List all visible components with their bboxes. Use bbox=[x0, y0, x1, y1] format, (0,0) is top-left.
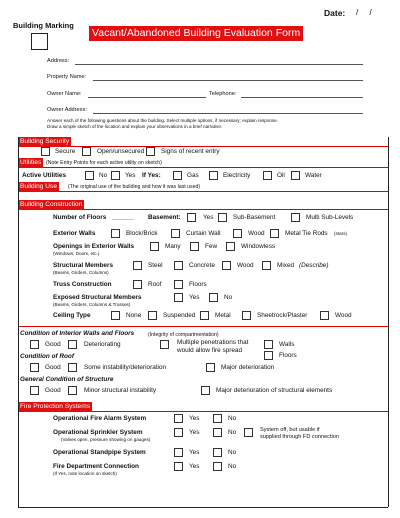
fdc-no-label: No bbox=[228, 463, 237, 470]
electricity-label: Electricity bbox=[223, 172, 251, 179]
gas-label: Gas bbox=[187, 172, 199, 179]
concrete-label: Concrete bbox=[189, 262, 215, 269]
section-title: Utilities bbox=[20, 159, 42, 166]
sub-basement-checkbox[interactable] bbox=[218, 213, 227, 222]
roof-good-label: Good bbox=[45, 364, 61, 371]
address-label: Address: bbox=[47, 58, 70, 64]
ceiling-none-label: None bbox=[126, 312, 142, 319]
signs-entry-label: Signs of recent entry bbox=[161, 148, 220, 155]
general-good-label: Good bbox=[45, 387, 61, 394]
openings-label: Openings in Exterior Walls bbox=[53, 243, 135, 250]
building-marking-label: Building Marking bbox=[13, 21, 74, 30]
open-unsecured-checkbox[interactable] bbox=[82, 147, 91, 156]
basement-yes-label: Yes bbox=[203, 214, 214, 221]
walls-floors-heading: Condition of Interior Walls and Floors bbox=[20, 330, 135, 337]
walls-good-label: Good bbox=[45, 341, 61, 348]
pen-floors-label: Floors bbox=[279, 352, 297, 359]
concrete-checkbox[interactable] bbox=[174, 261, 183, 270]
roof-major-label: Major deterioration bbox=[221, 364, 275, 371]
deteriorating-label: Deteriorating bbox=[84, 341, 121, 348]
roof-good-checkbox[interactable] bbox=[30, 363, 39, 372]
form-bottom-border bbox=[18, 507, 388, 508]
suspended-checkbox[interactable] bbox=[148, 311, 157, 320]
fdc-label: Fire Department Connection bbox=[53, 463, 139, 470]
major-structural-label: Major deterioration of structural elements bbox=[216, 387, 333, 394]
sub-basement-label: Sub-Basement bbox=[233, 214, 276, 221]
if-yes-label: If Yes: bbox=[142, 172, 161, 179]
instructions-line2: Draw a simple sketch of the location and explain your observations in a brief narrative. bbox=[47, 124, 223, 129]
utilities-no-label: No bbox=[99, 172, 108, 179]
steel-checkbox[interactable] bbox=[133, 261, 142, 270]
standpipe-no-checkbox[interactable] bbox=[213, 448, 222, 457]
building-marking-box[interactable] bbox=[31, 33, 48, 50]
sheetrock-checkbox[interactable] bbox=[242, 311, 251, 320]
fire-alarm-yes-checkbox[interactable] bbox=[174, 414, 183, 423]
truss-roof-label: Roof bbox=[148, 281, 162, 288]
pen-floors-checkbox[interactable] bbox=[264, 351, 273, 360]
sheetrock-label: Sheetrock/Plaster bbox=[257, 312, 308, 319]
active-utilities-label: Active Utilities bbox=[22, 172, 67, 179]
water-label: Water bbox=[305, 172, 322, 179]
truss-label: Truss Construction bbox=[53, 281, 112, 288]
utilities-no-checkbox[interactable] bbox=[85, 171, 94, 180]
deteriorating-checkbox[interactable] bbox=[68, 340, 77, 349]
exposed-sub: (Beams, Girders, Columns & Trusses) bbox=[53, 302, 131, 307]
mixed-label: Mixed bbox=[277, 262, 295, 269]
metal-tie-rods-checkbox[interactable] bbox=[270, 229, 279, 238]
water-checkbox[interactable] bbox=[291, 171, 300, 180]
openings-few-checkbox[interactable] bbox=[190, 242, 199, 251]
condition-separator bbox=[18, 326, 388, 327]
ceiling-wood-checkbox[interactable] bbox=[320, 311, 329, 320]
truss-floors-label: Floors bbox=[189, 281, 207, 288]
date-value[interactable]: / / bbox=[356, 8, 372, 17]
sprinkler-yes-checkbox[interactable] bbox=[174, 428, 183, 437]
secure-label: Secure bbox=[55, 148, 76, 155]
fdc-sub: (If Yes, note location on sketch) bbox=[53, 471, 117, 476]
roof-heading: Condition of Roof bbox=[20, 353, 74, 360]
address-field[interactable] bbox=[75, 64, 363, 65]
telephone-label: Telephone: bbox=[209, 91, 237, 97]
openings-few-label: Few bbox=[205, 243, 218, 250]
mixed-checkbox[interactable] bbox=[262, 261, 271, 270]
section-fire-protection bbox=[18, 402, 388, 412]
property-name-label: Property Name: bbox=[47, 74, 87, 80]
section-title: Building Security bbox=[20, 138, 70, 145]
ceiling-metal-label: Metal bbox=[215, 312, 231, 319]
roof-major-checkbox[interactable] bbox=[206, 363, 215, 372]
open-unsecured-label: Open/unsecured bbox=[97, 148, 145, 155]
owner-address-label: Owner Address: bbox=[47, 107, 87, 113]
section-building-construction bbox=[18, 200, 388, 210]
exposed-label: Exposed Structural Members bbox=[53, 294, 142, 301]
multiple-penetrations-checkbox[interactable] bbox=[160, 340, 169, 349]
section-utilities bbox=[18, 158, 388, 168]
sprinkler-sub: (Valves open, pressure showing on gauges) bbox=[61, 437, 151, 442]
section-title: Building Construction bbox=[20, 201, 83, 208]
date-label: Date: bbox=[324, 8, 346, 18]
fire-alarm-no-label: No bbox=[228, 415, 237, 422]
suspended-label: Suspended bbox=[163, 312, 196, 319]
structural-sub: (Beams, Girders, Columns) bbox=[53, 270, 109, 275]
signs-entry-checkbox[interactable] bbox=[146, 147, 155, 156]
minor-instability-label: Minor structural instability bbox=[84, 387, 157, 394]
instructions-line1: Answer each of the following questions about the building. Select multiple options, if necessary; explain response. bbox=[47, 118, 279, 123]
openings-many-checkbox[interactable] bbox=[150, 242, 159, 251]
fire-alarm-no-checkbox[interactable] bbox=[213, 414, 222, 423]
stars-note: (stars) bbox=[334, 231, 348, 236]
pen-walls-checkbox[interactable] bbox=[264, 340, 273, 349]
floors-label: Number of Floors bbox=[53, 214, 107, 221]
fire-alarm-yes-label: Yes bbox=[189, 415, 200, 422]
owner-address-field[interactable] bbox=[93, 113, 363, 114]
telephone-field[interactable] bbox=[241, 97, 363, 98]
section-title: Fire Protection Systems bbox=[20, 403, 90, 410]
struct-wood-checkbox[interactable] bbox=[222, 261, 231, 270]
utilities-note: (Note Entry Points for each active utility on sketch) bbox=[46, 160, 162, 166]
windowless-checkbox[interactable] bbox=[226, 242, 235, 251]
fdc-yes-checkbox[interactable] bbox=[174, 462, 183, 471]
exposed-no-checkbox[interactable] bbox=[209, 293, 218, 302]
metal-tie-rods-label: Metal Tie Rods bbox=[285, 230, 328, 237]
gas-checkbox[interactable] bbox=[173, 171, 182, 180]
fire-alarm-label: Operational Fire Alarm System bbox=[53, 415, 147, 422]
general-heading: General Condition of Structure bbox=[20, 376, 114, 383]
exterior-walls-label: Exterior Walls bbox=[53, 230, 96, 237]
standpipe-yes-label: Yes bbox=[189, 449, 200, 456]
steel-label: Steel bbox=[148, 262, 163, 269]
exposed-yes-checkbox[interactable] bbox=[174, 293, 183, 302]
sprinkler-label: Operational Sprinkler System bbox=[53, 429, 143, 436]
ceiling-none-checkbox[interactable] bbox=[111, 311, 120, 320]
truss-floors-checkbox[interactable] bbox=[174, 280, 183, 289]
basement-yes-checkbox[interactable] bbox=[187, 213, 196, 222]
utilities-yes-checkbox[interactable] bbox=[111, 171, 120, 180]
section-title: Building Use bbox=[20, 183, 58, 190]
sprinkler-yes-label: Yes bbox=[189, 429, 200, 436]
ceiling-metal-checkbox[interactable] bbox=[200, 311, 209, 320]
roof-instability-label: Some instability/deterioration bbox=[84, 364, 167, 371]
multiple-penetrations-label: Multiple penetrations that bbox=[177, 339, 249, 346]
utilities-yes-label: Yes bbox=[125, 172, 136, 179]
exposed-yes-label: Yes bbox=[189, 294, 200, 301]
owner-name-label: Owner Name: bbox=[47, 91, 82, 97]
curtain-wall-checkbox[interactable] bbox=[171, 229, 180, 238]
secure-checkbox[interactable] bbox=[41, 147, 50, 156]
ceiling-wood-label: Wood bbox=[335, 312, 352, 319]
sprinkler-off-checkbox[interactable] bbox=[244, 428, 253, 437]
standpipe-yes-checkbox[interactable] bbox=[174, 448, 183, 457]
openings-many-label: Many bbox=[165, 243, 181, 250]
oil-label: Oil bbox=[277, 172, 285, 179]
owner-name-field[interactable] bbox=[88, 97, 206, 98]
minor-instability-checkbox[interactable] bbox=[68, 386, 77, 395]
fdc-no-checkbox[interactable] bbox=[213, 462, 222, 471]
struct-wood-label: Wood bbox=[237, 262, 254, 269]
electricity-checkbox[interactable] bbox=[209, 171, 218, 180]
sprinkler-off-label2: supplied through FD connection bbox=[260, 434, 339, 440]
describe-note: (Describe) bbox=[299, 262, 329, 269]
sprinkler-off-label: System off, but usable if bbox=[260, 427, 320, 433]
general-good-checkbox[interactable] bbox=[30, 386, 39, 395]
block-brick-label: Block/Brick bbox=[126, 230, 158, 237]
property-name-field[interactable] bbox=[93, 80, 363, 81]
multiple-penetrations-label2: would allow fire spread bbox=[177, 347, 243, 354]
truss-roof-checkbox[interactable] bbox=[133, 280, 142, 289]
form-left-border bbox=[18, 137, 19, 507]
block-brick-checkbox[interactable] bbox=[111, 229, 120, 238]
roof-instability-checkbox[interactable] bbox=[68, 363, 77, 372]
windowless-label: Windowless bbox=[241, 243, 276, 250]
openings-sub: (Windows, Doors, etc.) bbox=[53, 251, 100, 256]
section-building-use bbox=[18, 182, 388, 192]
standpipe-label: Operational Standpipe System bbox=[53, 449, 146, 456]
ext-wood-label: Wood bbox=[248, 230, 265, 237]
floors-blank[interactable]: ______ bbox=[112, 214, 134, 221]
oil-checkbox[interactable] bbox=[263, 171, 272, 180]
multi-sublevels-label: Multi Sub-Levels bbox=[306, 214, 354, 221]
fdc-yes-label: Yes bbox=[189, 463, 200, 470]
standpipe-no-label: No bbox=[228, 449, 237, 456]
exposed-no-label: No bbox=[224, 294, 233, 301]
pen-walls-label: Walls bbox=[279, 341, 295, 348]
walls-good-checkbox[interactable] bbox=[30, 340, 39, 349]
ceiling-label: Ceiling Type bbox=[53, 312, 91, 319]
curtain-wall-label: Curtain Wall bbox=[186, 230, 221, 237]
basement-label: Basement: bbox=[148, 214, 181, 221]
major-structural-checkbox[interactable] bbox=[201, 386, 210, 395]
building-use-note: (The original use of the building and how it was last used) bbox=[68, 184, 201, 190]
multi-sublevels-checkbox[interactable] bbox=[291, 213, 300, 222]
structural-label: Structural Members bbox=[53, 262, 114, 269]
sprinkler-no-checkbox[interactable] bbox=[213, 428, 222, 437]
form-title: Vacant/Abandoned Building Evaluation Form bbox=[89, 26, 303, 41]
ext-wood-checkbox[interactable] bbox=[233, 229, 242, 238]
section-building-security bbox=[18, 137, 388, 147]
walls-floors-note: (Integrity of compartmentation) bbox=[148, 332, 219, 338]
form-right-border bbox=[388, 137, 389, 507]
sprinkler-no-label: No bbox=[228, 429, 237, 436]
